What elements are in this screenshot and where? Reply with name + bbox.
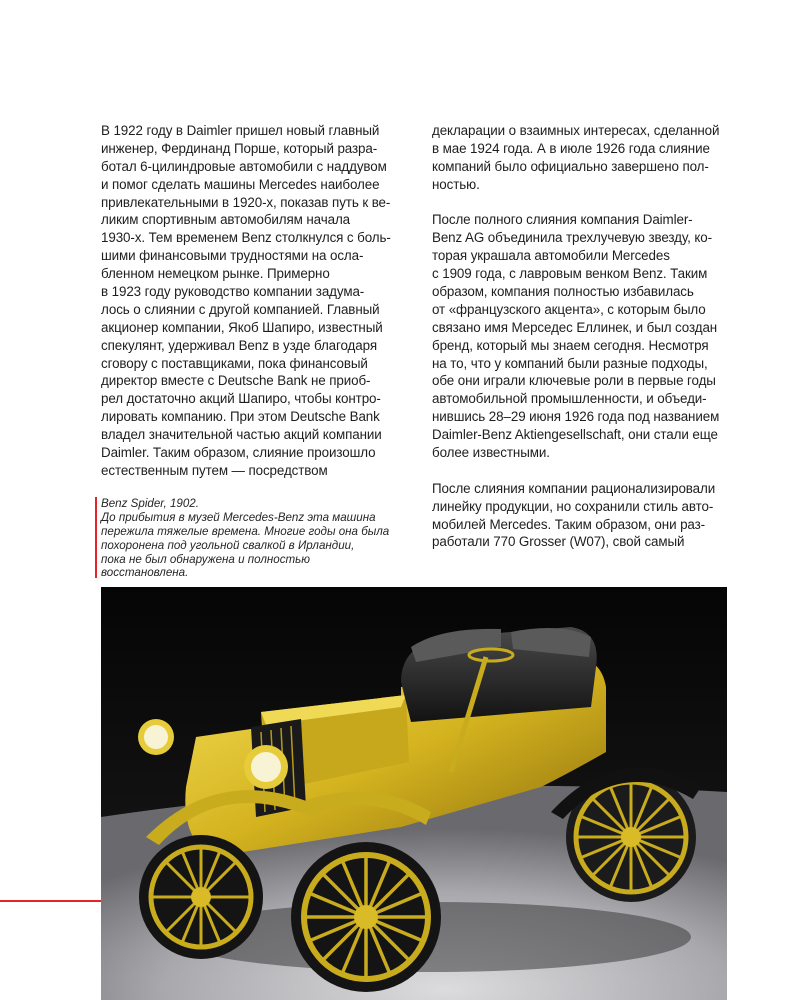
body-text-line: естественным путем — посредством [101,462,328,478]
body-text-line: ликим спортивным автомобилям начала [101,212,350,228]
right-paragraph-1 [432,122,732,194]
caption-accent-rule [95,497,97,578]
body-text-line: в 1923 году руководство компании задума- [101,284,365,300]
body-text-line: ностью. [432,176,480,192]
right-paragraph-2 [432,211,732,461]
body-text-line: владел значительной частью акций компании [101,427,382,443]
body-text-line: обе они играли ключевые роли в первые годы [432,373,716,389]
photo-caption [101,497,401,580]
body-text-line: автомобильной промышленности, и объеди- [432,391,707,407]
body-text-line: образом, компания полностью избавилась [432,284,694,300]
body-text-line: 1930-х. Тем временем Benz столкнулся с боль- [101,230,391,246]
caption-line: Benz Spider, 1902. [101,497,199,510]
body-text-line: директор вместе с Deutsche Bank не приоб- [101,373,371,389]
body-text-line: Daimler-Benz Aktiengesellschaft, они стали еще [432,427,718,443]
body-text-line: мобилей Mercedes. Таким образом, они раз- [432,516,706,532]
body-text-line: лось о слиянии с другой компанией. Главный [101,301,380,317]
right-text-column [432,122,732,551]
body-text-line: лировать компанию. При этом Deutsche Bank [101,409,380,425]
body-text-line: Benz AG объединила трехлучевую звезду, ко- [432,230,712,246]
benz-spider-illustration [101,587,727,1000]
body-text-line: связано имя Мерседес Еллинек, и был создан [432,319,718,335]
caption-line: пережила тяжелые времена. Многие годы она была [101,524,390,538]
body-text-line: бленном немецком рынке. Примерно [101,266,330,282]
left-text-column [101,122,401,480]
body-text-line: инженер, Фердинанд Порше, который разра- [101,140,378,156]
body-text-line: После полного слияния компания Daimler- [432,212,693,228]
body-text-line: нившись 28–29 июня 1926 года под названием [432,409,720,425]
caption-line: восстановлена. [101,566,189,580]
body-text-line: работали 770 Grosser (W07), свой самый [432,534,685,550]
body-text-line: компаний было официально завершено пол- [432,158,709,174]
caption-line: До прибытия в музей Mercedes-Benz эта машина [101,510,376,524]
right-paragraph-3 [432,480,732,552]
body-text-line: шими финансовыми трудностями на осла- [101,248,364,264]
leather-seats [401,627,597,722]
front-wheel-right [291,842,441,992]
body-text-line: линейку продукции, но сохранили стиль авто- [432,498,714,514]
body-text-line: торая украшала автомобили Mercedes [432,248,670,264]
page-accent-line [0,900,101,902]
body-text-line: более известными. [432,445,550,461]
body-text-line: акционер компании, Якоб Шапиро, известный [101,319,383,335]
body-text-line: Daimler. Таким образом, слияние произошло [101,445,376,461]
body-text-line: спекулянт, удерживал Benz в узде благодаря [101,337,377,353]
car-photo [101,587,727,1000]
body-text-line: привлекательными в 1920-х, показав путь к ве- [101,194,391,210]
body-text-line: от «французского акцента», с которым было [432,301,706,317]
body-text-line: После слияния компании рационализировали [432,480,716,496]
body-text-line: рел достаточно акций Шапиро, чтобы контро- [101,391,381,407]
body-text-line: с 1909 года, с лавровым венком Benz. Таким [432,266,708,282]
caption-line: пока не был обнаружена и полностью [101,552,310,566]
body-text-line: декларации о взаимных интересах, сделанной [432,123,720,138]
body-text-line: ботал 6-цилиндровые автомобили с наддувом [101,158,387,174]
body-text-line: на то, что у компаний были разные подходы, [432,355,708,371]
body-text-line: в мае 1924 года. А в июле 1926 года слияние [432,140,710,156]
body-text-line: В 1922 году в Daimler пришел новый главный [101,123,380,138]
body-text-line: и помог сделать машины Mercedes наиболее [101,176,380,192]
body-text-line: бренд, который мы знаем сегодня. Несмотря [432,337,709,353]
front-wheel-left [139,835,263,959]
body-text-line: сговору с поставщиками, пока финансовый [101,355,368,371]
caption-line: похоронена под угольной свалкой в Ирландии, [101,538,355,552]
